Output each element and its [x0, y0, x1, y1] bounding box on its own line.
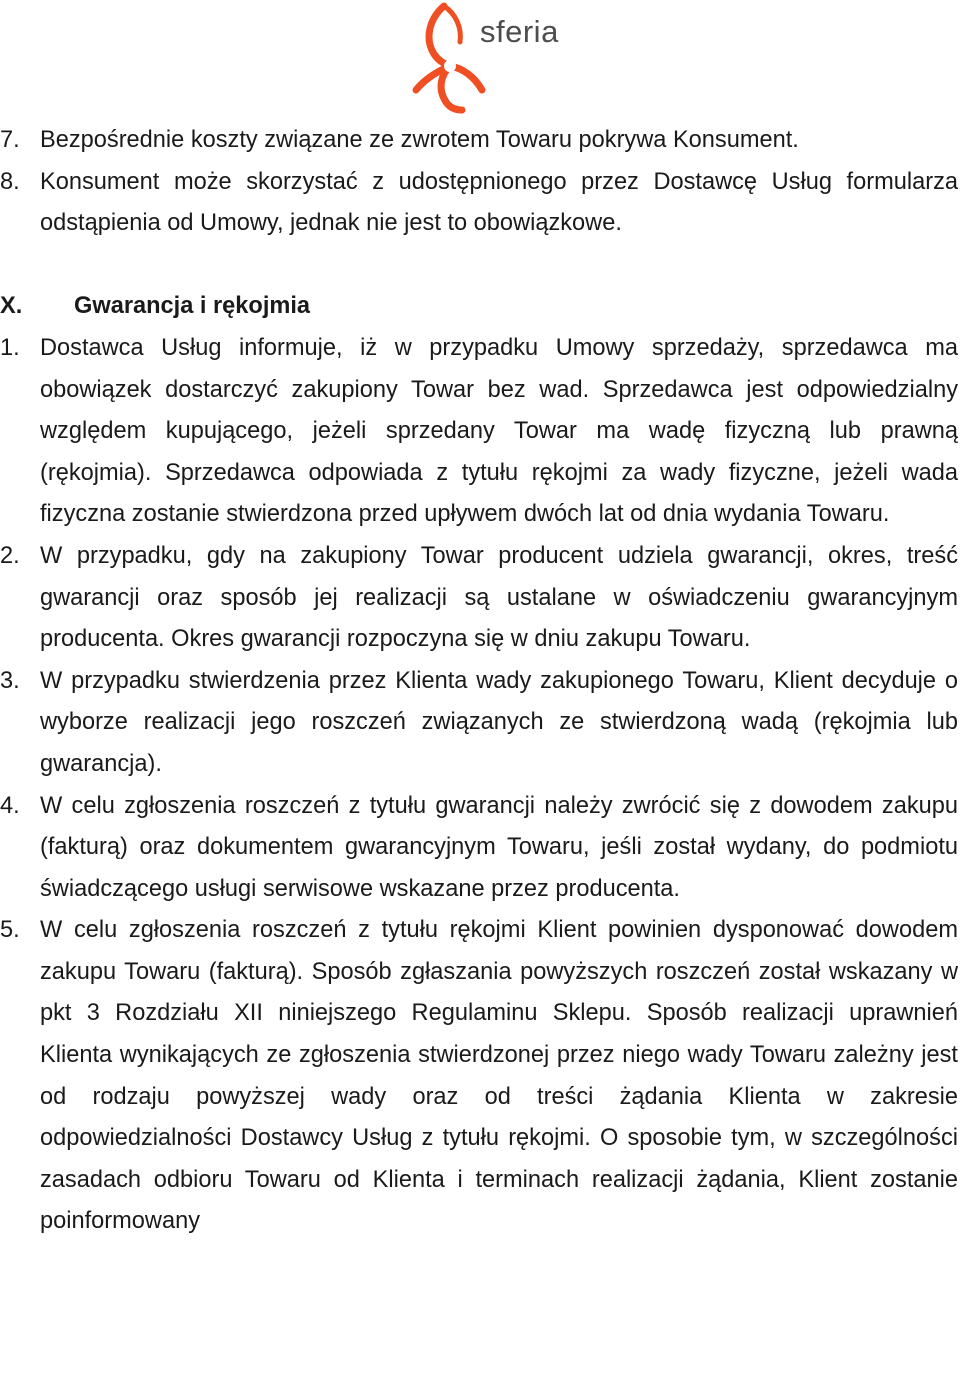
list-item-number: 2. [0, 542, 20, 569]
list-item-number: 4. [0, 792, 20, 819]
list-item-number: 3. [0, 667, 20, 694]
list-item [0, 536, 960, 661]
list-item [0, 328, 960, 536]
list-item [0, 910, 960, 1243]
list-item-number: 5. [0, 917, 20, 944]
list-item-text: W celu zgłoszenia roszczeń z tytułu rękojmi Klient powinien dysponować dowodem zakupu Towaru (fakturą). Sposób zgłaszania powyższych roszczeń został wskazany w pkt 3 Rozdziału XII niniejszego Regulaminu Sklepu. Sposób realizacji uprawnień Klienta wynikających ze zgłoszenia stwierdzonej przez niego wady Towaru zależny jest od rodzaju powyższej wady oraz od treści żądania Klienta w zakresie odpowiedzialności Dostawcy Usług z tytułu rękojmi. O sposobie tym, w szczególności zasadach odbioru Towaru od Klienta i terminach realizacji żądania, Klient zostanie poinformowany [40, 917, 958, 1235]
document-body [0, 120, 960, 1243]
list-warranty [0, 328, 960, 1243]
list-item-number: 7. [0, 127, 20, 153]
list-item-text: W przypadku, gdy na zakupiony Towar producent udziela gwarancji, okres, treść gwarancji oraz sposób jej realizacji są ustalane w oświadczeniu gwarancyjnym producenta. Okres gwarancji rozpoczyna się w dniu zakupu Towaru. [40, 542, 958, 653]
list-item-number: 8. [0, 168, 20, 195]
list-item-text: Dostawca Usług informuje, iż w przypadku Umowy sprzedaży, sprzedawca ma obowiązek dostarczyć zakupiony Towar bez wad. Sprzedawca jest odpowiedzialny względem kupującego, jeżeli sprzedany Towar ma wadę fizyczną lub prawną (rękojmia). Sprzedawca odpowiada z tytułu rękojmi za wady fizyczne, jeżeli wada fizyczna zostanie stwierdzona przed upływem dwóch lat od dnia wydania Towaru. [40, 334, 958, 528]
section-title: Gwarancja i rękojmia [74, 293, 311, 320]
sferia-logo [410, 2, 560, 114]
list-item-text: Bezpośrednie koszty związane ze zwrotem Towaru pokrywa Konsument. [40, 127, 799, 153]
list-item [0, 786, 960, 911]
list-item-text: W celu zgłoszenia roszczeń z tytułu gwarancji należy zwrócić się z dowodem zakupu (fakturą) oraz dokumentem gwarancyjnym Towaru, jeśli został wydany, do podmiotu świadczącego usługi serwisowe wskazane przez producenta. [40, 792, 958, 902]
list-item-text: Konsument może skorzystać z udostępnionego przez Dostawcę Usług formularza odstąpienia od Umowy, jednak nie jest to obowiązkowe. [40, 168, 958, 237]
section-number: X. [0, 293, 23, 320]
list-item-text: W przypadku stwierdzenia przez Klienta wady zakupionego Towaru, Klient decyduje o wyborze realizacji jego roszczeń związanych ze stwierdzoną wadą (rękojmia lub gwarancja). [40, 667, 958, 777]
brand-name: sferia [480, 14, 559, 49]
list-item [0, 162, 960, 245]
spacer [0, 245, 960, 287]
section-heading [0, 286, 960, 328]
sferia-logo-mark-icon [410, 2, 490, 114]
list-item [0, 120, 960, 162]
list-item [0, 661, 960, 786]
list-withdrawal [0, 120, 960, 245]
list-item-number: 1. [0, 334, 20, 361]
